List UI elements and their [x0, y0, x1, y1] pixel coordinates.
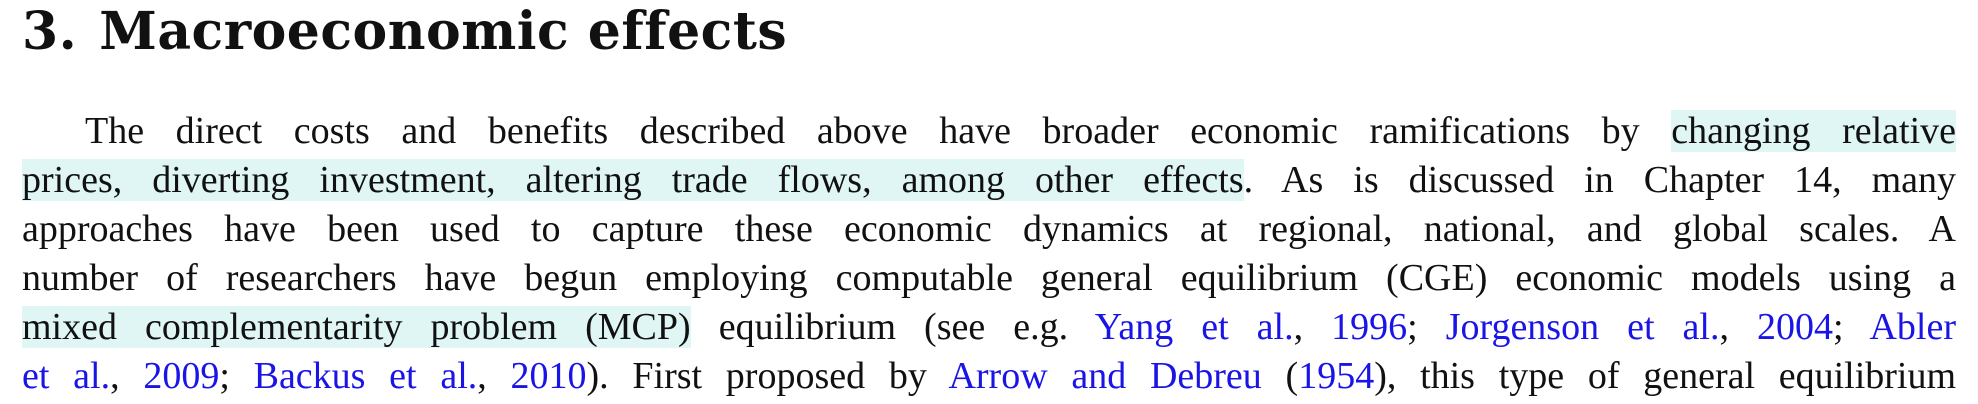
- citation-link-abler[interactable]: Abler: [1869, 306, 1957, 348]
- text-run: . As is discussed in Chapter 14, many: [1243, 159, 1956, 201]
- section-heading: [22, 0, 787, 64]
- highlighted-text: changing relative: [1671, 110, 1957, 152]
- text-run: number of researchers have begun employing computable general equilibrium (CGE) economic models using a: [22, 257, 1956, 299]
- section-title: Macroeconomic effects: [99, 1, 788, 62]
- citation-link-jorgenson[interactable]: Jorgenson et al.: [1445, 306, 1720, 348]
- citation-year-link-backus[interactable]: 2010: [510, 355, 587, 397]
- highlighted-text: mixed complementarity problem (MCP): [22, 306, 691, 348]
- citation-link-abler-cont[interactable]: et al.: [22, 355, 111, 397]
- citation-year-link-jorgenson[interactable]: 2004: [1757, 306, 1833, 348]
- citation-year-link-yang[interactable]: 1996: [1331, 306, 1408, 348]
- text-run: equilibrium (see e.g.: [690, 306, 1095, 348]
- paragraph-line-5: mixed complementarity problem (MCP) equilibrium (see e.g. Yang et al., 1996; Jorgenson et al., 2004; Abler: [22, 306, 1957, 348]
- citation-year-link-arrow-debreu[interactable]: 1954: [1298, 355, 1375, 397]
- text-run: ). First proposed by: [586, 355, 949, 397]
- paragraph-line-1: [22, 107, 1956, 156]
- highlighted-text: prices, diverting investment, altering trade flows, among other effects: [22, 159, 1244, 201]
- paragraph-line-3: [22, 205, 1956, 254]
- section-number: 3.: [22, 1, 78, 62]
- text-run: approaches have been used to capture these economic dynamics at regional, national, and global scales. A: [22, 208, 1956, 250]
- citation-link-backus[interactable]: Backus et al.: [253, 355, 478, 397]
- paragraph-line-6: et al., 2009; Backus et al., 2010). First proposed by Arrow and Debreu (1954), this type of general equilibrium: [22, 355, 1957, 397]
- paragraph-line-2: [22, 156, 1956, 205]
- citation-year-link-abler[interactable]: 2009: [143, 355, 220, 397]
- body-paragraph: [22, 107, 1956, 401]
- citation-link-arrow-debreu[interactable]: Arrow and Debreu: [948, 355, 1262, 397]
- text-run: The direct costs and benefits described above have broader economic ramifications by: [85, 110, 1640, 152]
- citation-link-yang[interactable]: Yang et al.: [1094, 306, 1294, 348]
- paragraph-line-4: [22, 254, 1956, 303]
- text-run: ), this type of general equilibrium: [1374, 355, 1957, 397]
